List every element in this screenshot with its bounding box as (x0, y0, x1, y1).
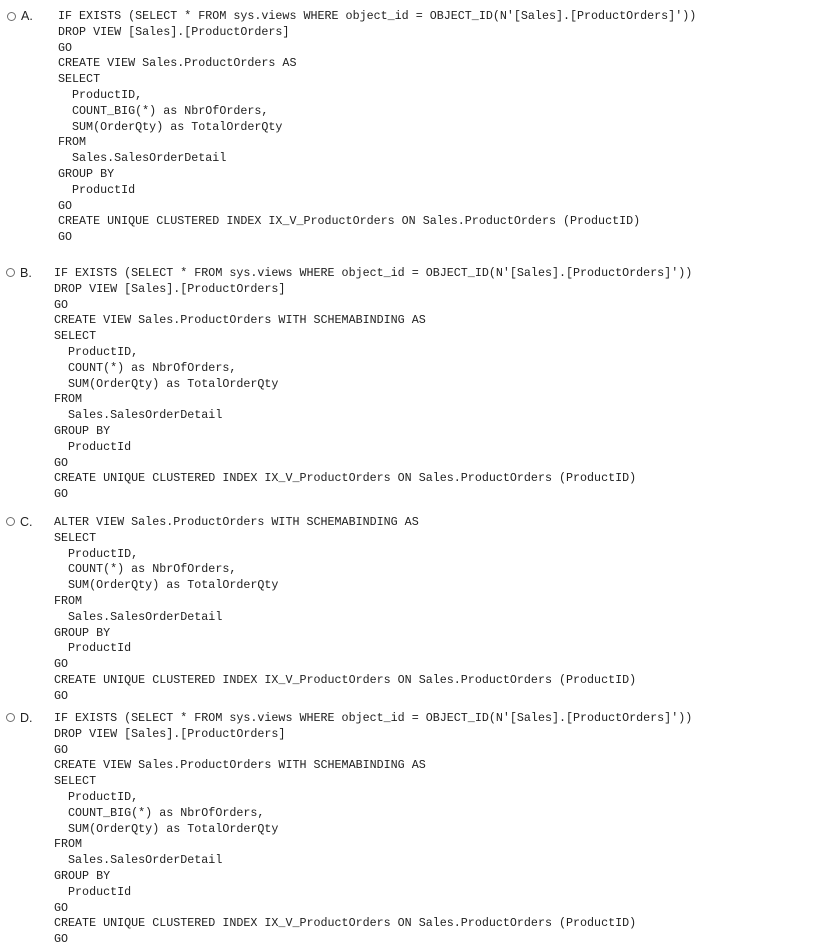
code-line: IF EXISTS (SELECT * FROM sys.views WHERE object_id = OBJECT_ID(N'[Sales].[ProductOrders]')) (54, 711, 693, 725)
code-line: ALTER VIEW Sales.ProductOrders WITH SCHEMABINDING AS (54, 515, 419, 529)
code-line: GROUP BY (58, 166, 115, 181)
code-line: ProductID, (54, 789, 139, 804)
option-d-label: D. (20, 711, 33, 725)
code-line: ProductID, (58, 87, 143, 102)
code-line: GROUP BY (54, 868, 111, 883)
code-line: FROM (54, 392, 83, 407)
option-c-code (54, 515, 636, 705)
code-line: SELECT (54, 530, 97, 545)
code-line: CREATE UNIQUE CLUSTERED INDEX IX_V_ProductOrders ON Sales.ProductOrders (ProductID) (54, 471, 637, 486)
option-c-radio[interactable] (6, 517, 15, 526)
code-line: COUNT(*) as NbrOfOrders, (54, 562, 237, 577)
code-line: FROM (54, 837, 83, 852)
option-d-code (54, 711, 692, 948)
code-line: GO (54, 900, 69, 915)
option-b-radio[interactable] (6, 268, 15, 277)
code-line: ProductId (54, 439, 132, 454)
code-line: SELECT (54, 774, 97, 789)
code-line: FROM (58, 135, 87, 150)
option-b-code (54, 266, 692, 503)
code-line: DROP VIEW [Sales].[ProductOrders] (54, 726, 286, 741)
code-line: CREATE UNIQUE CLUSTERED INDEX IX_V_ProductOrders ON Sales.ProductOrders (ProductID) (54, 916, 637, 931)
code-line: GO (58, 230, 73, 245)
code-line: Sales.SalesOrderDetail (54, 609, 223, 624)
code-line: CREATE VIEW Sales.ProductOrders WITH SCHEMABINDING AS (54, 313, 426, 328)
code-line: GO (58, 198, 73, 213)
code-line: IF EXISTS (SELECT * FROM sys.views WHERE object_id = OBJECT_ID(N'[Sales].[ProductOrders]')) (54, 266, 693, 280)
code-line: GROUP BY (54, 423, 111, 438)
option-b-label: B. (20, 266, 32, 280)
code-line: CREATE UNIQUE CLUSTERED INDEX IX_V_ProductOrders ON Sales.ProductOrders (ProductID) (58, 214, 641, 229)
code-line: ProductID, (54, 344, 139, 359)
code-line: GROUP BY (54, 625, 111, 640)
option-c-label: C. (20, 515, 33, 529)
code-line: GO (54, 657, 69, 672)
code-line: IF EXISTS (SELECT * FROM sys.views WHERE object_id = OBJECT_ID(N'[Sales].[ProductOrders]')) (58, 9, 697, 23)
code-line: DROP VIEW [Sales].[ProductOrders] (54, 281, 286, 296)
code-line: GO (54, 487, 69, 502)
code-line: Sales.SalesOrderDetail (54, 853, 223, 868)
code-line: SELECT (54, 329, 97, 344)
code-line: GO (54, 742, 69, 757)
code-line: SUM(OrderQty) as TotalOrderQty (54, 578, 279, 593)
code-line: FROM (54, 593, 83, 608)
code-line: COUNT_BIG(*) as NbrOfOrders, (54, 805, 265, 820)
code-line: COUNT(*) as NbrOfOrders, (54, 360, 237, 375)
code-line: CREATE UNIQUE CLUSTERED INDEX IX_V_ProductOrders ON Sales.ProductOrders (ProductID) (54, 672, 637, 687)
code-line: SUM(OrderQty) as TotalOrderQty (54, 376, 279, 391)
code-line: CREATE VIEW Sales.ProductOrders WITH SCHEMABINDING AS (54, 758, 426, 773)
code-line: ProductId (54, 884, 132, 899)
option-d-radio[interactable] (6, 713, 15, 722)
option-a-label: A. (21, 9, 33, 23)
code-line: GO (54, 932, 69, 947)
code-line: Sales.SalesOrderDetail (58, 151, 227, 166)
code-line: ProductID, (54, 546, 139, 561)
code-line: SUM(OrderQty) as TotalOrderQty (58, 119, 283, 134)
code-line: Sales.SalesOrderDetail (54, 408, 223, 423)
code-line: ProductId (58, 182, 136, 197)
code-line: GO (54, 297, 69, 312)
code-line: ProductId (54, 641, 132, 656)
code-line: GO (54, 688, 69, 703)
code-line: COUNT_BIG(*) as NbrOfOrders, (58, 103, 269, 118)
code-line: DROP VIEW [Sales].[ProductOrders] (58, 24, 290, 39)
code-line: CREATE VIEW Sales.ProductOrders AS (58, 56, 297, 71)
code-line: SELECT (58, 72, 101, 87)
option-a-radio[interactable] (7, 12, 16, 21)
code-line: SUM(OrderQty) as TotalOrderQty (54, 821, 279, 836)
code-line: GO (58, 40, 73, 55)
code-line: GO (54, 455, 69, 470)
option-a-code (58, 9, 696, 246)
